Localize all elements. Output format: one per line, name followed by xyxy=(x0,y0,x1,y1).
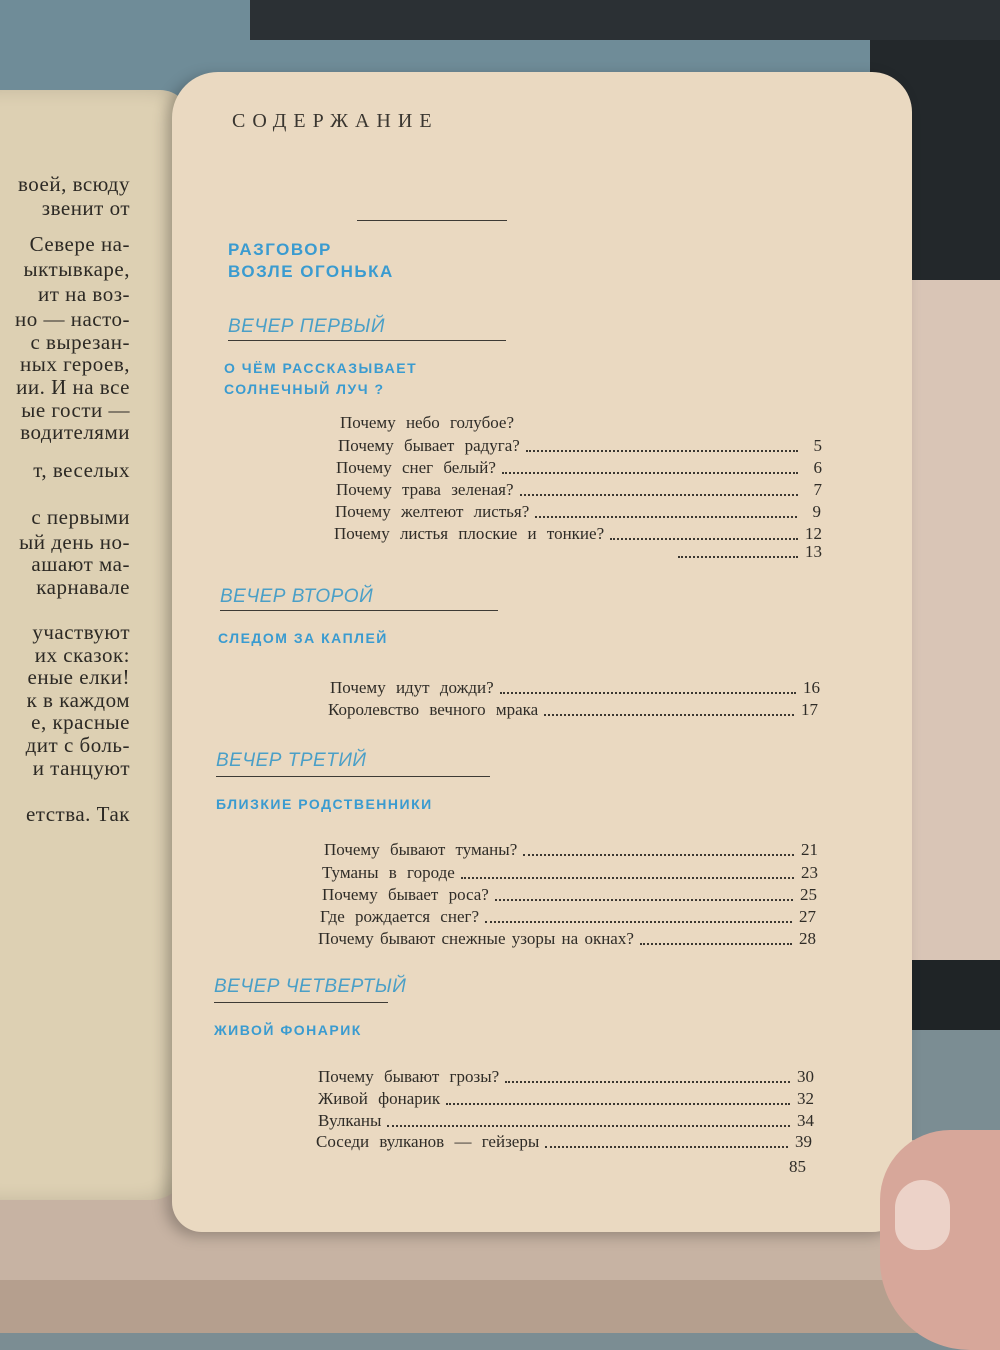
carpet-stripe xyxy=(0,1280,1000,1333)
left-page-line: ашают ма- xyxy=(31,552,130,576)
left-page-line: дит с боль- xyxy=(25,733,130,757)
left-page-line: к в каждом xyxy=(26,688,130,712)
toc-leader-dots xyxy=(640,942,792,945)
toc-entry-title: Почему листья плоские и тонкие? xyxy=(334,524,605,543)
toc-entry-page: 13 xyxy=(805,542,822,561)
toc-entry-title: Почему бывают грозы? xyxy=(318,1067,500,1086)
toc-entry[interactable] xyxy=(322,885,817,905)
toc-leader-dots xyxy=(495,898,793,901)
toc-entry-page: 9 xyxy=(812,502,821,521)
left-page-line: ый день но- xyxy=(19,530,130,554)
toc-entry[interactable] xyxy=(316,1132,812,1152)
left-page-line: но — насто- xyxy=(14,307,130,331)
toc-entry-title: Почему идут дожди? xyxy=(330,678,494,697)
section-subtitle: ЖИВОЙ ФОНАРИК xyxy=(214,1022,362,1038)
right-page xyxy=(172,72,912,1232)
toc-entry-title: Почему трава зеленая? xyxy=(336,480,514,499)
section-title: ВЕЧЕР ПЕРВЫЙ xyxy=(228,316,385,337)
left-page-line: ных героев, xyxy=(20,352,130,376)
left-page-line: воей, всюду xyxy=(17,172,130,196)
left-page-line: карнавале xyxy=(36,575,130,599)
carpet-stripe xyxy=(900,280,1000,1020)
left-page-line: звенит от xyxy=(41,196,130,220)
carpet-stripe xyxy=(900,960,1000,1030)
toc-entry-page: 25 xyxy=(800,885,817,904)
left-page-line: их сказок: xyxy=(34,643,130,667)
toc-entry-title: Соседи вулканов — гейзеры xyxy=(316,1132,540,1151)
toc-leader-dots xyxy=(387,1124,790,1127)
left-page-line: с первыми xyxy=(31,505,130,529)
section-subtitle: СОЛНЕЧНЫЙ ЛУЧ ? xyxy=(224,381,385,397)
toc-entry-page: 32 xyxy=(797,1089,814,1108)
section-subtitle: БЛИЗКИЕ РОДСТВЕННИКИ xyxy=(216,796,433,812)
toc-entry-title: Почему желтеют листья? xyxy=(335,502,530,521)
toc-entry-page: 17 xyxy=(801,700,818,719)
toc-leader-dots xyxy=(678,555,798,558)
divider xyxy=(357,220,507,221)
toc-entry[interactable] xyxy=(340,413,800,433)
toc-entry-title: Вулканы xyxy=(318,1111,382,1130)
section-underline xyxy=(216,776,490,777)
toc-entry-page: 7 xyxy=(813,480,822,499)
left-page-line: еные елки! xyxy=(27,665,130,689)
left-page-line: е, красные xyxy=(31,710,130,734)
left-page-line: ыктывкаре, xyxy=(23,257,130,281)
toc-entry-title: Почему бывает радуга? xyxy=(338,436,520,455)
toc-entry[interactable] xyxy=(330,678,820,698)
left-page-line: етства. Так xyxy=(25,802,130,826)
toc-entry-page: 23 xyxy=(801,863,818,882)
left-page-line: т, веселых xyxy=(33,458,130,482)
toc-entry[interactable] xyxy=(318,1067,814,1087)
section-title: ВЕЧЕР ЧЕТВЕРТЫЙ xyxy=(214,976,407,997)
section-underline xyxy=(220,610,498,611)
toc-leader-dots xyxy=(610,537,798,540)
toc-entry[interactable] xyxy=(328,700,818,720)
toc-entry[interactable] xyxy=(334,524,822,544)
left-page-line: ые гости — xyxy=(21,398,130,422)
page-number: 85 xyxy=(789,1157,806,1176)
toc-leader-dots xyxy=(485,920,792,923)
toc-entry[interactable] xyxy=(322,863,818,883)
toc-entry[interactable] xyxy=(336,480,822,500)
toc-entry-page: 12 xyxy=(805,524,822,543)
left-page-line: участвуют xyxy=(32,620,130,644)
toc-entry-page: 21 xyxy=(801,840,818,859)
toc-entry-page: 6 xyxy=(813,458,822,477)
toc-entry-title: Туманы в городе xyxy=(322,863,455,882)
carpet-stripe xyxy=(250,0,1000,40)
toc-entry[interactable] xyxy=(318,929,816,949)
toc-entry-title: Почему бывает роса? xyxy=(322,885,489,904)
toc-entry-page: 28 xyxy=(799,929,816,948)
toc-leader-dots xyxy=(446,1102,790,1105)
toc-entry[interactable] xyxy=(324,840,818,860)
toc-entry-title: Где рождается снег? xyxy=(320,907,480,926)
toc-entry[interactable] xyxy=(672,542,822,562)
toc-entry-page: 16 xyxy=(803,678,820,697)
toc-leader-dots xyxy=(535,515,797,518)
toc-entry-title: Живой фонарик xyxy=(318,1089,441,1108)
left-page-line: ии. И на все xyxy=(16,375,130,399)
toc-leader-dots xyxy=(544,713,794,716)
toc-entry[interactable] xyxy=(336,458,822,478)
left-page xyxy=(0,90,190,1200)
thumbnail xyxy=(895,1180,950,1250)
toc-entry-title: Королевство вечного мрака xyxy=(328,700,539,719)
intro-title-line: ВОЗЛЕ ОГОНЬКА xyxy=(228,262,394,281)
toc-entry-page: 34 xyxy=(797,1111,814,1130)
left-page-line: Севере на- xyxy=(29,232,130,256)
left-page-line: водителями xyxy=(20,420,130,444)
toc-entry[interactable] xyxy=(335,502,821,522)
section-subtitle: СЛЕДОМ ЗА КАПЛЕЙ xyxy=(218,630,388,646)
toc-entry[interactable] xyxy=(338,436,822,456)
left-page-line: с вырезан- xyxy=(30,330,130,354)
toc-entry-page: 27 xyxy=(799,907,816,926)
toc-entry-title: Почему бывают снежные узоры на окнах? xyxy=(318,929,634,948)
toc-leader-dots xyxy=(505,1080,790,1083)
toc-leader-dots xyxy=(502,471,798,474)
toc-leader-dots xyxy=(520,493,798,496)
page-heading: СОДЕРЖАНИЕ xyxy=(232,110,439,132)
toc-entry[interactable] xyxy=(318,1111,814,1131)
toc-leader-dots xyxy=(461,876,794,879)
toc-leader-dots xyxy=(500,691,796,694)
toc-entry[interactable] xyxy=(320,907,816,927)
toc-entry[interactable] xyxy=(318,1089,814,1109)
toc-leader-dots xyxy=(523,853,794,856)
section-title: ВЕЧЕР ТРЕТИЙ xyxy=(216,750,367,771)
left-page-line: ит на воз- xyxy=(37,282,130,306)
intro-title-line: РАЗГОВОР xyxy=(228,240,332,259)
section-subtitle: О ЧЁМ РАССКАЗЫВАЕТ xyxy=(224,360,418,376)
toc-entry-title: Почему снег белый? xyxy=(336,458,496,477)
toc-entry-title: Почему бывают туманы? xyxy=(324,840,518,859)
section-underline xyxy=(214,1002,388,1003)
toc-entry-page: 5 xyxy=(813,436,822,455)
toc-entry-title: Почему небо голубое? xyxy=(340,413,515,432)
toc-leader-dots xyxy=(526,449,798,452)
section-underline xyxy=(228,340,506,341)
toc-entry-page: 30 xyxy=(797,1067,814,1086)
toc-leader-dots xyxy=(545,1145,788,1148)
section-title: ВЕЧЕР ВТОРОЙ xyxy=(220,586,374,607)
toc-entry-page: 39 xyxy=(795,1132,812,1151)
left-page-line: и танцуют xyxy=(32,756,130,780)
